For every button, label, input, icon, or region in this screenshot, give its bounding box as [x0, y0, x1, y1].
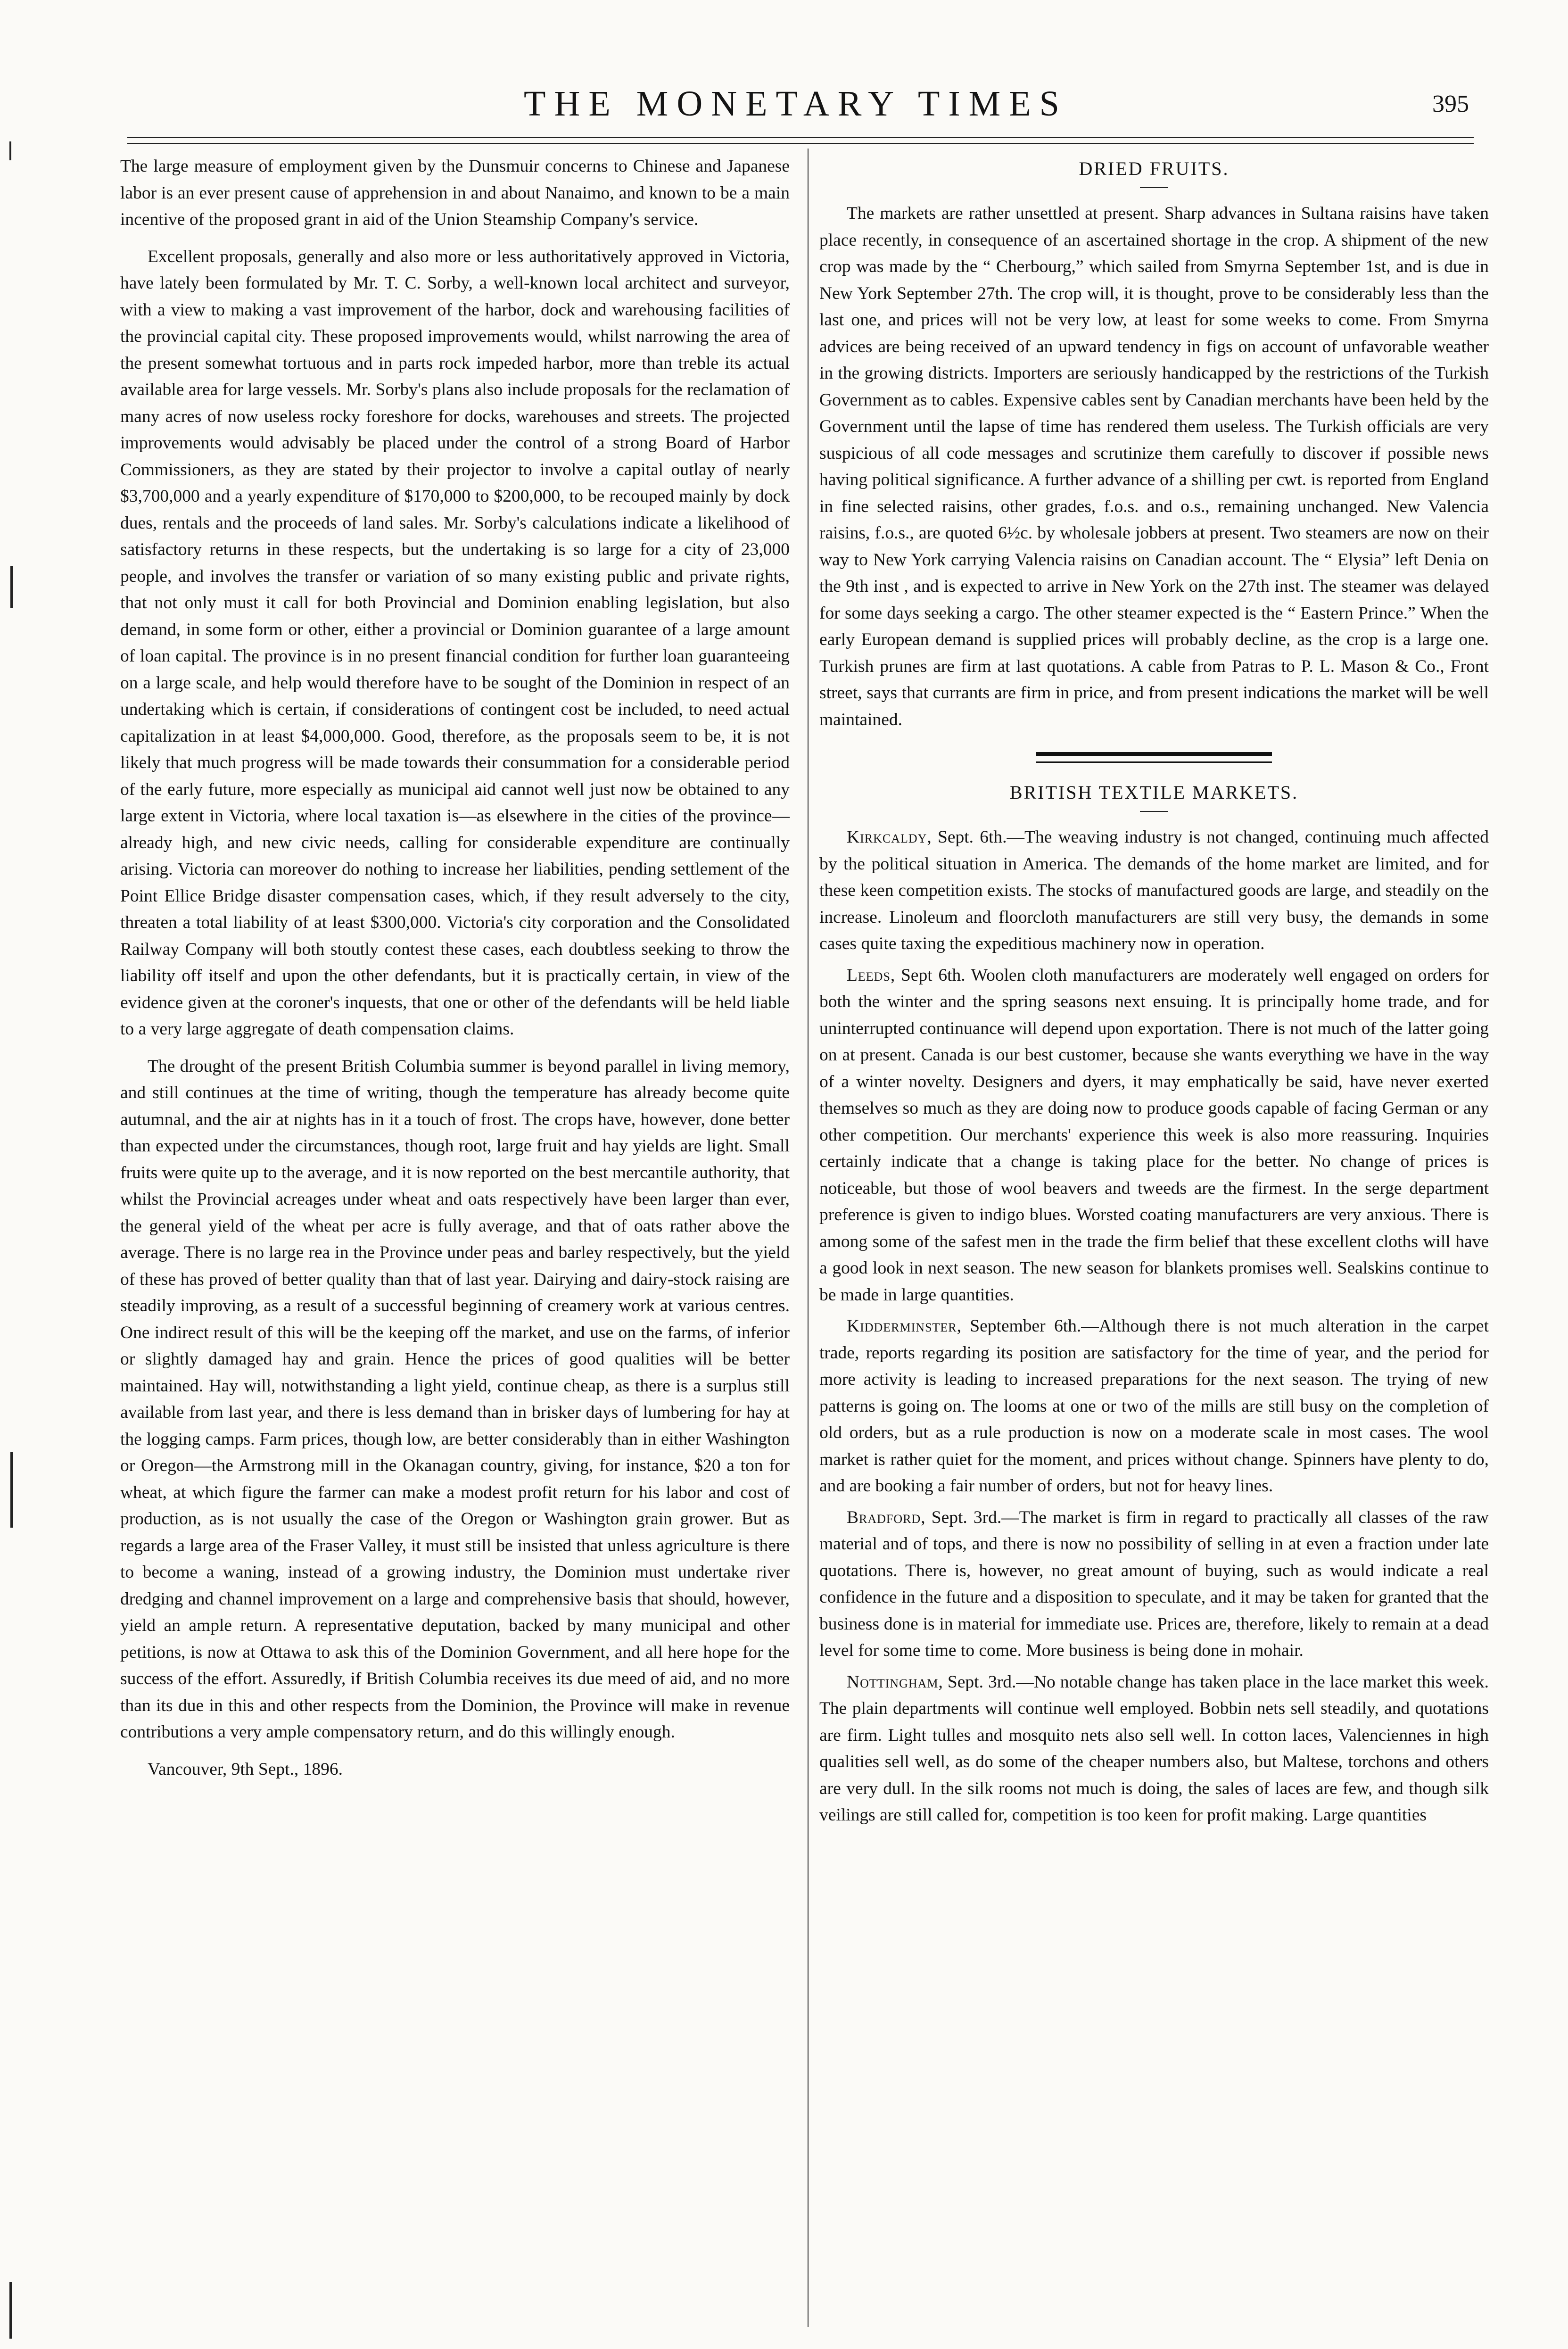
- column-divider: [808, 149, 809, 2327]
- scan-mark: [9, 141, 11, 160]
- place-nottingham: Nottingham: [847, 1672, 939, 1692]
- masthead: THE MONETARY TIMES: [524, 84, 1068, 124]
- scan-mark: [10, 1452, 13, 1528]
- paragraph-kirkcaldy: [819, 824, 1489, 958]
- dateline: Vancouver, 9th Sept., 1896.: [148, 1759, 343, 1779]
- place-kirkcaldy: Kirkcaldy: [847, 827, 927, 847]
- title-rule: [1140, 187, 1168, 188]
- place-leeds: Leeds: [847, 965, 891, 985]
- section-title-british-textile: BRITISH TEXTILE MARKETS.: [1009, 782, 1299, 803]
- paragraph-nottingham: [819, 1669, 1489, 1829]
- text-bradford: , Sept. 3rd.—The market is firm in regard to practically all classes of the raw material and of tops, and there is now no possibility of selling in at even a fraction under late quotations. There is, however, no great amount of buying, such as would indicate a real confidence in the future and a disposition to speculate, and it may be taken for granted that the business done is in material for immediate use. Prices are, therefore, likely to remain at a dead level for some time to come. More business is being done in mohair.: [819, 1507, 1489, 1660]
- paragraph-leeds: [819, 962, 1489, 1309]
- header-rule: [127, 137, 1474, 144]
- page-header: [118, 80, 1474, 132]
- paragraph-dried-fruits: The markets are rather unsettled at present. Sharp advances in Sultana raisins have taken place recently, in consequence of an ascertained shortage in the crop. A shipment of the new crop was made by the “ Cherbourg,” which sailed from Smyrna September 1st, and is due in New York September 27th. The crop will, it is thought, prove to be considerably less than the last one, and prices will not be very low, at least for some weeks to come. From Smyrna advices are being received of an upward tendency in figs on account of unfavorable weather in the growing districts. Importers are seriously handicapped by the restrictions of the Turkish Government as to cables. Expensive cables sent by Canadian merchants have been held by the Government until the lapse of time has rendered them useless. The Turkish officials are very suspicious of all code messages and scrutinize them carefully to discover if possible news having political significance. A further advance of a shilling per cwt. is reported from England in fine selected raisins, other grades, f.o.s. and o.s., remaining unchanged. New Valencia raisins, f.o.s., are quoted 6½c. by wholesale jobbers at present. Two steamers are now on their way to New York carrying Valencia raisins on Canadian account. The “ Elysia” left Denia on the 9th inst , and is expected to arrive in New York on the 27th inst. The steamer was delayed for some days seeking a cargo. The other steamer expected is the “ Eastern Prince.” When the early European demand is supplied prices will probably decline, as the crop is a large one. Turkish prunes are firm at last quotations. A cable from Patras to P. L. Mason & Co., Front street, says that currants are firm in price, and from present indications the market will be well maintained.: [819, 204, 1489, 729]
- left-column: [120, 153, 790, 1787]
- section-separator: [1036, 752, 1272, 763]
- text-kirkcaldy: , Sept. 6th.—The weaving industry is not changed, continuing much affected by the political situation in America. The demands of the home market are limited, and for these keen competition exists. The stocks of manufactured goods are large, and steadily on the increase. Linoleum and floorcloth manufacturers are still very busy, the demands in some cases quite taxing the expeditious machinery now in operation.: [819, 827, 1489, 953]
- right-column: [819, 153, 1489, 1834]
- page-number: 395: [1432, 91, 1469, 117]
- place-kidderminster: Kidderminster: [847, 1316, 957, 1336]
- place-bradford: Bradford: [847, 1507, 921, 1527]
- paragraph-kidderminster: [819, 1313, 1489, 1500]
- text-kidderminster: , September 6th.—Although there is not much alteration in the carpet trade, reports regarding its position are satisfactory for the time of year, and the period for more activity is leading to increased preparations for the next season. The trying of new patterns is going on. The looms at one or two of the mills are still busy on the completion of old orders, but as a rule production is now on a moderate scale in most cases. The wool market is rather quiet for the moment, and prices without change. Spinners have plenty to do, and are booking a fair number of orders, but not for heavy lines.: [819, 1316, 1489, 1496]
- text-leeds: , Sept 6th. Woolen cloth manufacturers are moderately well engaged on orders for both the winter and the spring seasons next ensuing. It is principally home trade, and for uninterrupted continuance will depend upon exportation. There is not much of the latter going on at present. Canada is our best customer, because she wants everything we have in the way of a winter novelty. Designers and dyers, it may emphatically be said, have never exerted themselves so much as they are doing now to produce goods capable of facing German or any other competition. Our merchants' experience this week is also more reassuring. Inquiries certainly indicate that a change is taking place for the better. No change of prices is noticeable, but those of wool beavers and tweeds are the firmest. In the serge department preference is given to indigo blues. Worsted coating manufacturers are very anxious. There is among some of the safest men in the trade the firm belief that these excellent cloths will have a good look in next season. The new season for blankets promises well. Sealskins continue to be made in large quantities.: [819, 965, 1489, 1305]
- text-nottingham: , Sept. 3rd.—No notable change has taken place in the lace market this week. The plain departments will continue well employed. Bobbin nets sell steadily, and quotations are firm. Light tulles and mosquito nets also sell well. In cotton laces, Valenciennes in high qualities sell well, as do some of the cheaper numbers also, but Maltese, torchons and others are very dull. In the silk rooms not much is doing, the sales of laces are few, and though silk veilings are still called for, competition is too keen for profit making. Large quantities: [819, 1672, 1489, 1825]
- title-rule: [1140, 811, 1168, 812]
- scan-mark: [10, 566, 13, 608]
- section-title-dried-fruits: DRIED FRUITS.: [1079, 158, 1230, 179]
- scan-mark: [9, 2282, 12, 2339]
- paragraph-drought: The drought of the present British Columbia summer is beyond parallel in living memory, and still continues at the time of writing, though the temperature has already become quite autumnal, and the air at nights has in it a touch of frost. The crops have, however, done better than expected under the circumstances, though root, large fruit and hay yields are light. Small fruits were quite up to the average, and it is now reported on the best mercantile authority, that whilst the Provincial acreages under wheat and oats respectively have been larger than ever, the general yield of the wheat per acre is fully average, and that of oats rather above the average. There is no large rea in the Province under peas and barley respectively, but the yield of these has proved of better quality than that of last year. Dairying and dairy-stock raising are steadily improving, as a result of a successful beginning of creamery work at various centres. One indirect result of this will be the keeping off the market, and use on the farms, of inferior or slightly damaged hay and grain. Hence the prices of good qualities will be better maintained. Hay will, notwithstanding a light yield, continue cheap, as there is a surplus still available from last year, and there is less demand than in brisker days of lumbering for hay at the logging camps. Farm prices, though low, are better considerably than in either Washington or Oregon—the Armstrong mill in the Okanagan country, giving, for instance, $20 a ton for wheat, at which figure the farmer can make a modest profit return for his labor and cost of production, as is not usually the case of the Oregon or Washington grain grower. But as regards a large area of the Fraser Valley, it must still be insisted that unless agriculture is there to become a waning, instead of a growing industry, the Dominion must undertake river dredging and channel improvement on a large and comprehensive basis that should, however, yield an ample return. A representative deputation, backed by many municipal and other petitions, is now at Ottawa to ask this of the Dominion Government, and all here hope for the success of the effort. Assuredly, if British Columbia receives its due meed of aid, and no more than its due in this and other respects from the Dominion, the Province will make in revenue contributions a very ample compensatory return, and do this willingly enough.: [120, 1056, 790, 1742]
- paragraph-bradford: [819, 1505, 1489, 1664]
- paragraph-dunsmuir: The large measure of employment given by the Dunsmuir concerns to Chinese and Japanese labor is an ever present cause of apprehension in and about Nanaimo, and known to be a main incentive of the proposed grant in aid of the Union Steamship Company's service.: [120, 157, 790, 229]
- paragraph-harbor-proposals: Excellent proposals, generally and also more or less authoritatively approved in Victoria, have lately been formulated by Mr. T. C. Sorby, a well-known local architect and surveyor, with a view to making a vast improvement of the harbor, dock and warehousing facilities of the provincial capital city. These proposed improvements would, whilst narrowing the area of the present somewhat tortuous and in parts rock impeded harbor, more than treble its actual available area for large vessels. Mr. Sorby's plans also include proposals for the reclamation of many acres of now useless rocky foreshore for docks, warehouses and streets. The projected improvements would advisably be placed under the control of a strong Board of Harbor Commissioners, as they are stated by their projector to involve a capital outlay of nearly $3,700,000 and a yearly expenditure of $170,000 to $200,000, to be recouped mainly by dock dues, rentals and the proceeds of land sales. Mr. Sorby's calculations indicate a likelihood of satisfactory returns in these respects, but the undertaking is so large for a city of 23,000 people, and involves the transfer or variation of so many existing public and private rights, that not only must it call for both Provincial and Dominion enabling legislation, but also demand, in some form or other, either a provincial or Dominion guarantee of a large amount of loan capital. The province is in no present financial condition for further loan guaranteeing on a large scale, and help would therefore have to be sought of the Dominion in respect of an undertaking which is certain, if considerations of contingent cost be included, to need actual capitalization in at least $4,000,000. Good, therefore, as the proposals seem to be, it is not likely that much progress will be made towards their consummation for a considerable period of the early future, more especially as municipal aid cannot well just now be obtained to any large extent in Victoria, where local taxation is—as elsewhere in the cities of the province—already high, and new civic needs, calling for considerable expenditure are continually arising. Victoria can moreover do nothing to increase her liabilities, pending settlement of the Point Ellice Bridge disaster compensation cases, which, if they result adversely to the city, threaten a total liability of at least $300,000. Victoria's city corporation and the Consolidated Railway Company will both stoutly contest these cases, each doubtless seeking to throw the liability off itself and upon the other defendants, but it is practically certain, in view of the evidence given at the coroner's inquests, that one or other of the defendants will be held liable to a very large aggregate of death compensation claims.: [120, 247, 790, 1039]
